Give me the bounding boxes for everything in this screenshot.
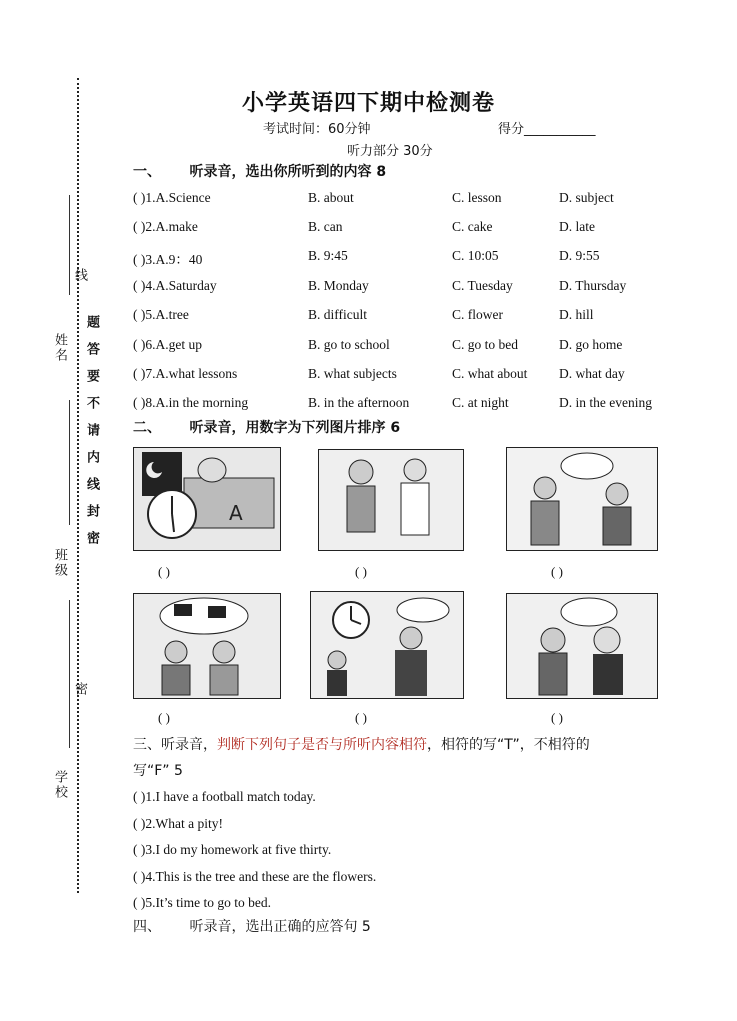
section1-q7-option-d: D. what day	[559, 366, 625, 381]
section1-question-8	[133, 395, 693, 415]
picture-1-bedtime	[133, 447, 281, 551]
section1-q3-option-q[interactable]: ( )3.A.9：40	[133, 252, 203, 267]
section1-question-4	[133, 278, 693, 298]
picture-3-thinking-book	[506, 447, 658, 551]
section3-item-4: ( )4.This is the tree and these are the flowers.	[133, 869, 377, 884]
section3-item-1: ( )1.I have a football match today.	[133, 789, 316, 804]
section1-q2-option-d: D. late	[559, 219, 595, 234]
picture-3-answer[interactable]: ( )	[551, 564, 563, 579]
section1-heading	[133, 161, 386, 181]
section1-q3-option-c: C. 10:05	[452, 248, 499, 263]
section1-q1-option-q[interactable]: ( )1.A.Science	[133, 190, 211, 205]
section3-prefix: 三、听录音，	[133, 737, 217, 753]
section1-q8-option-b: B. in the afternoon	[308, 395, 410, 410]
picture-4-lessons	[133, 593, 281, 699]
section1-question-3	[133, 248, 693, 268]
section1-q1-option-d: D. subject	[559, 190, 614, 205]
side-mi: 密	[72, 682, 87, 697]
section4-heading	[133, 916, 371, 936]
picture-6-food-thinking	[506, 593, 658, 699]
section1-q5-option-b: B. difficult	[308, 307, 367, 322]
side-class-label: 班级	[52, 548, 67, 578]
school-line	[69, 600, 70, 748]
section1-q6-option-b: B. go to school	[308, 337, 390, 352]
class-line	[69, 400, 70, 525]
section4-title: 听录音，选出正确的应答句 5	[189, 919, 371, 935]
section1-q4-option-q[interactable]: ( )4.A.Saturday	[133, 278, 217, 293]
picture-5-clock-teacher	[310, 591, 464, 699]
section1-q1-option-c: C. lesson	[452, 190, 502, 205]
page-title: 小学英语四下期中检测卷	[241, 91, 495, 116]
section1-question-5	[133, 307, 693, 327]
section1-q5-option-c: C. flower	[452, 307, 503, 322]
section3-suffix: ，相符的写“T”，不相符的	[427, 737, 590, 753]
exam-time: 考试时间：60分钟	[263, 122, 371, 137]
section1-q3-option-d: D. 9:55	[559, 248, 600, 263]
section3-heading	[133, 734, 693, 754]
section1-q7-option-b: B. what subjects	[308, 366, 397, 381]
section1-q2-option-q[interactable]: ( )2.A.make	[133, 219, 198, 234]
section1-q6-option-c: C. go to bed	[452, 337, 518, 352]
section4-num: 四、	[133, 919, 161, 935]
section2-title: 听录音，用数字为下列图片排序 6	[189, 420, 401, 436]
section1-q2-option-c: C. cake	[452, 219, 493, 234]
section3-red-text: 判断下列句子是否与所听内容相符	[217, 737, 427, 753]
section2-num: 二、	[133, 420, 161, 436]
section2-heading	[133, 417, 400, 437]
score-field: 得分___________	[498, 122, 596, 137]
section3-item-2: ( )2.What a pity!	[133, 816, 223, 831]
section1-q8-option-d: D. in the evening	[559, 395, 652, 410]
picture-6-answer[interactable]: ( )	[551, 710, 563, 725]
section1-q5-option-d: D. hill	[559, 307, 594, 322]
side-school-label: 学校	[52, 770, 67, 800]
section1-question-2	[133, 219, 693, 239]
section1-q8-option-q[interactable]: ( )8.A.in the morning	[133, 395, 249, 410]
section1-q7-option-q[interactable]: ( )7.A.what lessons	[133, 366, 238, 381]
section1-q3-option-b: B. 9:45	[308, 248, 348, 263]
section1-question-1	[133, 190, 693, 210]
picture-2-talking	[318, 449, 464, 551]
section1-num: 一、	[133, 164, 161, 180]
section3-item-5: ( )5.It’s time to go to bed.	[133, 895, 271, 910]
section1-q4-option-d: D. Thursday	[559, 278, 627, 293]
section1-q4-option-c: C. Tuesday	[452, 278, 513, 293]
picture-4-answer[interactable]: ( )	[158, 710, 170, 725]
section1-question-6	[133, 337, 693, 357]
side-seal-text: 题答要不请内线封密	[84, 315, 99, 558]
section1-q1-option-b: B. about	[308, 190, 354, 205]
binding-dotted-line	[77, 78, 79, 893]
side-name-label: 姓名	[52, 333, 67, 363]
picture-1-answer[interactable]: ( )	[158, 564, 170, 579]
section3-item-3: ( )3.I do my homework at five thirty.	[133, 842, 332, 857]
section1-question-7	[133, 366, 693, 386]
listening-part: 听力部分 30分	[347, 144, 433, 159]
section1-title: 听录音，选出你所听到的内容 8	[189, 164, 387, 180]
section1-q5-option-q[interactable]: ( )5.A.tree	[133, 307, 189, 322]
section1-q7-option-c: C. what about	[452, 366, 528, 381]
section1-q6-option-d: D. go home	[559, 337, 623, 352]
section3-line2: 写“F” 5	[133, 763, 183, 779]
picture-2-answer[interactable]: ( )	[355, 564, 367, 579]
section1-q8-option-c: C. at night	[452, 395, 509, 410]
svg-text:A: A	[229, 501, 243, 525]
picture-5-answer[interactable]: ( )	[355, 710, 367, 725]
section1-q4-option-b: B. Monday	[308, 278, 369, 293]
section1-q6-option-q[interactable]: ( )6.A.get up	[133, 337, 202, 352]
side-xian: 线	[72, 268, 87, 283]
section1-q2-option-b: B. can	[308, 219, 343, 234]
